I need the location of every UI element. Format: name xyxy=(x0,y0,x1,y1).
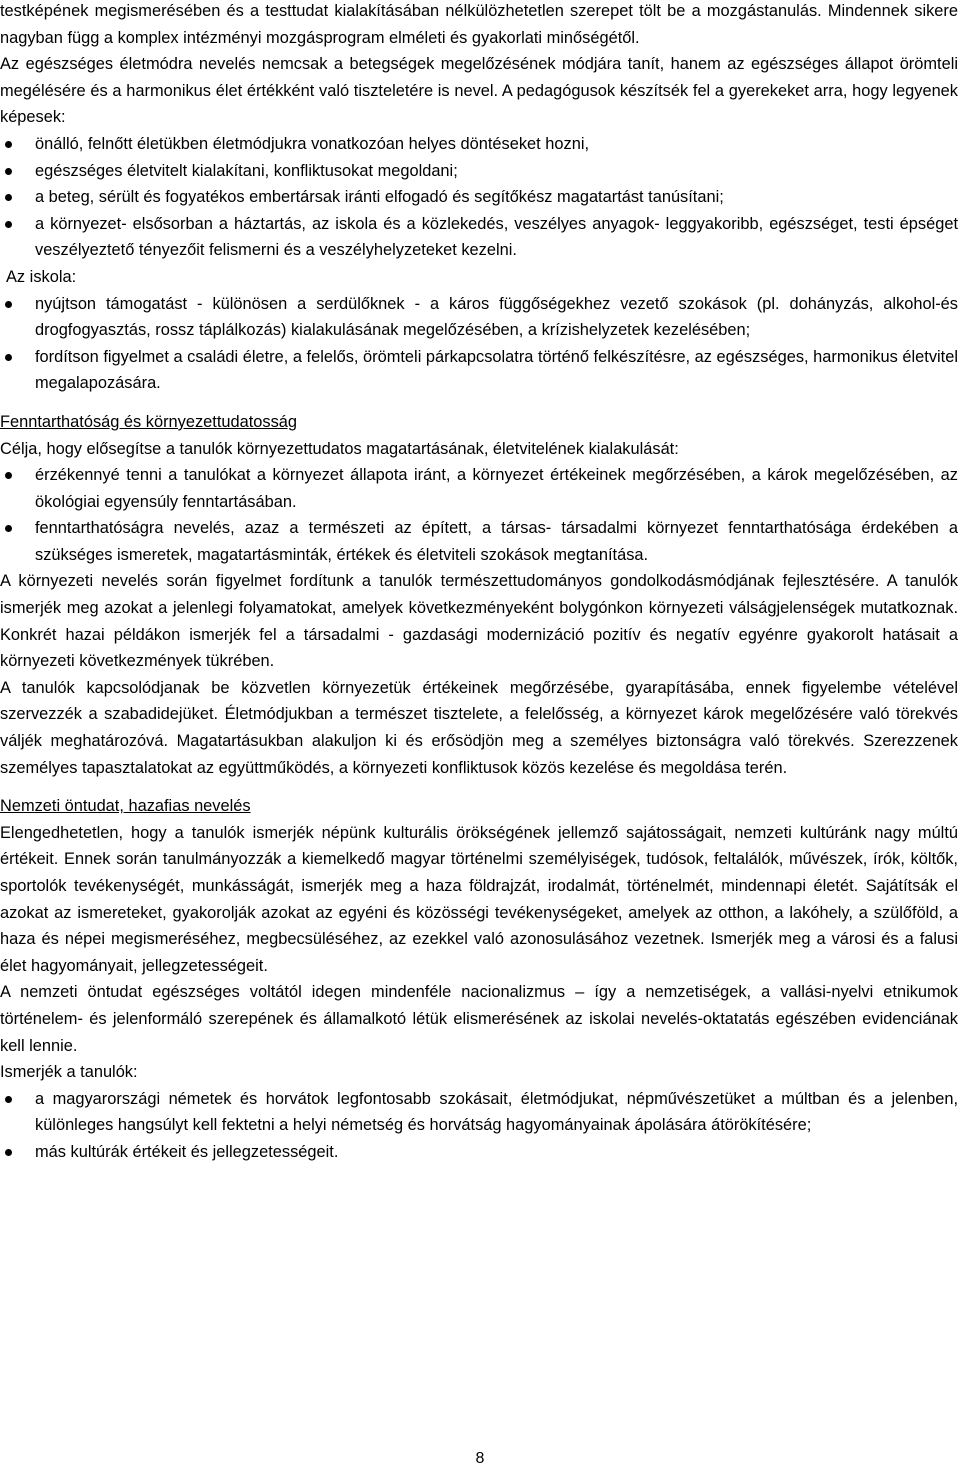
section-heading: Fenntarthatóság és környezettudatosság xyxy=(0,412,298,431)
paragraph: Az egészséges életmódra nevelés nemcsak a betegségek megelőzésének módjára tanít, hanem az egészséges állapot örömteli megélésére és a harmonikus élet értékként való tiszteletére is nevel. A pedagógusok készítsék fel a gyerekeket arra, hogy legyenek képesek: xyxy=(0,55,958,127)
list-item: érzékennyé tenni a tanulókat a környezet állapota iránt, a környezet értékeinek megőrzésében, a károk megelőzésében, az ökológiai egyensúly fenntartásában. xyxy=(0,462,958,515)
paragraph: A nemzeti öntudat egészséges voltától idegen mindenféle nacionalizmus – így a nemzetiségek, a vallási-nyelvi etnikumok történelem- és jelenformáló szerepének és államalkotó létük elismerésének az iskolai nevelés-oktatatás egészében evidenciának kell lennie. xyxy=(0,983,958,1055)
paragraph: testképének megismerésében és a testtudat kialakításában nélkülözhetetlen szerepet tölt be a mozgástanulás. Mindennek sikere nagyban függ a komplex intézményi mozgásprogram elméleti és gyakorlati minőségétől. xyxy=(0,2,958,47)
paragraph: A környezeti nevelés során figyelmet fordítunk a tanulók természettudományos gondolkodásmódjának fejlesztésére. A tanulók ismerjék meg azokat a jelenlegi folyamatokat, amelyek következményeként bolygónkon környezeti válságjelenségek mutatkoznak. Konkrét hazai példákon ismerjék fel a társadalmi - gazdasági modernizáció pozitív és negatív egyénre gyakorolt hatásait a környezeti következmények tükrében. xyxy=(0,572,958,671)
list-item: egészséges életvitelt kialakítani, konfliktusokat megoldani; xyxy=(0,158,958,185)
paragraph: Ismerjék a tanulók: xyxy=(0,1063,138,1082)
bullet-list xyxy=(0,131,958,264)
list-item: önálló, felnőtt életükben életmódjukra vonatkozóan helyes döntéseket hozni, xyxy=(0,131,958,158)
paragraph: Elengedhetetlen, hogy a tanulók ismerjék népünk kulturális örökségének jellemző sajátosságait, nemzeti kultúránk nagy múltú értékeit. Ennek során tanulmányozzák a kiemelkedő magyar történelmi személyiségek, tudósok, feltalálók, művészek, írók, költők, sportolók tevékenységét, munkásságát, ismerjék meg a haza földrajzát, irodalmát, történelmét, mindennapi életét. Sajátítsák el azokat az ismereteket, gyakorolják azokat az egyéni és közösségi tevékenységeket, amelyek az otthon, a lakóhely, a szülőföld, a haza és népei megismeréséhez, megbecsüléséhez, az ezekkel való azonosulásához vezetnek. Ismerjék meg a városi és a falusi élet hagyományait, jellegzetességeit. xyxy=(0,823,958,975)
bullet-list xyxy=(0,1086,958,1166)
list-item: fenntarthatóságra nevelés, azaz a természeti az épített, a társas- társadalmi környezet fenntarthatósága érdekében a szükséges ismeretek, magatartásminták, értékek és életviteli szokások megtanítása. xyxy=(0,515,958,568)
paragraph: Célja, hogy elősegítse a tanulók környezettudatos magatartásának, életvitelének kialakulását: xyxy=(0,439,679,458)
list-item: fordítson figyelmet a családi életre, a felelős, örömteli párkapcsolatra történő felkészítésre, az egészséges, harmonikus életvitel megalapozására. xyxy=(0,344,958,397)
section-heading: Nemzeti öntudat, hazafias nevelés xyxy=(0,797,251,816)
school-label: Az iskola: xyxy=(6,267,77,286)
page-number: 8 xyxy=(475,1450,485,1467)
list-item: a magyarországi németek és horvátok legfontosabb szokásait, életmódjukat, népművészetüket a múltban és a jelenben, különleges hangsúlyt kell fektetni a helyi németség és horvátság hagyományainak ápolására átörökítésére; xyxy=(0,1086,958,1139)
list-item: a beteg, sérült és fogyatékos embertársak iránti elfogadó és segítőkész magatartást tanúsítani; xyxy=(0,184,958,211)
paragraph: A tanulók kapcsolódjanak be közvetlen környezetük értékeinek megőrzésébe, gyarapításába, ennek figyelembe vételével szervezzék a szabadidejüket. Életmódjukban a természet tisztelete, a felelősség, a környezet károk megelőzésére való törekvés váljék meghatározóvá. Magatartásukban alakuljon ki és erősödjön meg a személyes biztonságra való törekvés. Szerezzenek személyes tapasztalatokat az együttműködés, a környezeti konfliktusok közös kezelése és megoldása terén. xyxy=(0,678,958,777)
bullet-list xyxy=(0,291,958,397)
list-item: más kultúrák értékeit és jellegzetességeit. xyxy=(0,1139,958,1166)
bullet-list xyxy=(0,462,958,568)
list-item: a környezet- elsősorban a háztartás, az iskola és a közlekedés, veszélyes anyagok- leggyakoribb, egészséget, testi épséget veszélyeztető tényezőit felismerni és a veszélyhelyzeteket kezelni. xyxy=(0,211,958,264)
list-item: nyújtson támogatást - különösen a serdülőknek - a káros függőségekhez vezető szokások (pl. dohányzás, alkohol-és drogfogyasztás, rossz táplálkozás) kialakulásának megelőzésében, a krízishelyzetek kezelésében; xyxy=(0,291,958,344)
